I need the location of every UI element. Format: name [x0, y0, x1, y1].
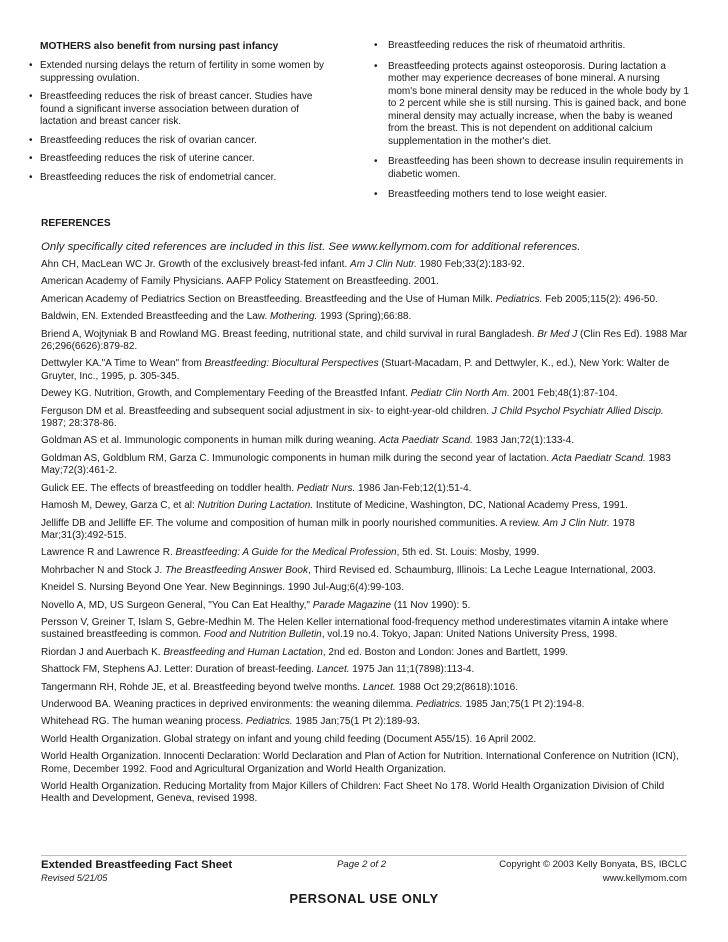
bullet-item [28, 172, 338, 185]
bullet-item [366, 61, 691, 149]
personal-use-notice: PERSONAL USE ONLY [289, 891, 439, 906]
bullet-item [28, 60, 338, 85]
bullet-text: Breastfeeding reduces the risk of uterine cancer. [40, 153, 255, 164]
bullet-icon: • [29, 171, 33, 183]
reference-item: Ahn CH, MacLean WC Jr. Growth of the exclusively breast-fed infant. Am J Clin Nutr. 1980 Feb;33(2):183-92. [41, 259, 525, 270]
references-heading: REFERENCES [41, 218, 111, 229]
footer-title: Extended Breastfeeding Fact Sheet [41, 859, 233, 871]
reference-item: Ferguson DM et al. Breastfeeding and subsequent social adjustment in six- to eight-year-old children. J Child Psychol Psychiatr Allied Discip. 1987; 28:378-86. [41, 405, 664, 430]
bullet-icon: • [29, 153, 33, 164]
reference-item: Hamosh M, Dewey, Garza C, et al: Nutrition During Lactation. Institute of Medicine, Washington, DC, National Academy Press, 1991. [41, 500, 628, 512]
copyright: Copyright © 2003 Kelly Bonyata, BS, IBCLC [499, 859, 687, 870]
bullet-item [366, 189, 691, 202]
bullet-icon: • [29, 60, 33, 71]
reference-item: American Academy of Pediatrics Section on Breastfeeding. Breastfeeding and the Use of Human Milk. Pediatrics. Feb 2005;115(2): 496-50. [41, 293, 658, 305]
bullet-text: Breastfeeding reduces the risk of ovarian cancer. [40, 134, 257, 146]
bullet-text: Extended nursing delays the return of fertility in some women by suppressing ovulation. [40, 60, 325, 84]
reference-item: Persson V, Greiner T, Islam S, Gebre-Medhin M. The Helen Keller international food-frequency method underestimates vitamin A intake where sustained breastfeeding is common. Food and Nutrition Bulletin, vol.19 no.4. Tokyo, Japan: United Nations University Press, 1998. [41, 616, 669, 641]
footer-revised: Revised 5/21/05 [41, 873, 108, 883]
website-link[interactable]: www.kellymom.com [602, 873, 687, 884]
reference-item: Shattock FM, Stephens AJ. Letter: Duration of breast-feeding. Lancet. 1975 Jan 11;1(7898):113-4. [41, 664, 475, 676]
reference-item: Goldman AS, Goldblum RM, Garza C. Immunologic components in human milk during the second year of lactation. Acta Paediatr Scand. 1983 May;72(3):461-2. [41, 452, 671, 477]
bullet-item [28, 135, 338, 148]
bullet-text: Breastfeeding mothers tend to lose weight easier. [388, 189, 608, 200]
bullet-text: Breastfeeding reduces the risk of endometrial cancer. [40, 171, 277, 183]
reference-item: Lawrence R and Lawrence R. Breastfeeding: A Guide for the Medical Profession, 5th ed. St. Louis: Mosby, 1999. [41, 547, 540, 559]
page-number: Page 2 of 2 [337, 859, 387, 870]
bullet-icon: • [29, 134, 33, 146]
bullet-item [28, 153, 338, 166]
bullet-text: Breastfeeding protects against osteoporosis. During lactation a mother may experience decreases of bone mineral. A nursing mom's bone mineral density may be reduced in the whole body by 1 to 2 percent while she is still nursing. This is gained back, and bone mineral density may actually increase, when the baby is weaned from the breast. This is not dependent on additional calcium supplementation in the mother's diet. [388, 60, 689, 147]
bullet-item [366, 40, 691, 53]
reference-item: Briend A, Wojtyniak B and Rowland MG. Breast feeding, nutritional state, and child survival in rural Bangladesh. Br Med J (Clin Res Ed). 1988 Mar 26;296(6626):879-82. [41, 328, 688, 353]
reference-item: Tangermann RH, Rohde JE, et al. Breastfeeding beyond twelve months. Lancet. 1988 Oct 29;2(8618):1016. [41, 681, 518, 693]
bullet-icon: • [374, 156, 378, 167]
bullet-text: Breastfeeding has been shown to decrease insulin requirements in diabetic women. [388, 156, 684, 180]
reference-item: Gulick EE. The effects of breastfeeding on toddler health. Pediatr Nurs. 1986 Jan-Feb;12(1):51-4. [41, 482, 472, 494]
references-note: Only specifically cited references are included in this list. See www.kellymom.com for additional references. [41, 241, 581, 253]
reference-item: World Health Organization. Reducing Mortality from Major Killers of Children: Fact Sheet No 178. World Health Organization Division of Child Health and Development, Geneva, revised 1998. [41, 781, 665, 805]
left-column [28, 40, 338, 190]
reference-item: Underwood BA. Weaning practices in deprived environments: the weaning dilemma. Pediatrics. 1985 Jan;75(1 Pt 2):194-8. [41, 698, 585, 710]
reference-item: Jelliffe DB and Jelliffe EF. The volume and composition of human milk in poorly nourished communities. A review. Am J Clin Nutr. 1978 Mar;31(3):492-515. [41, 517, 635, 541]
bullet-icon: • [374, 40, 378, 51]
bullet-icon: • [374, 189, 378, 200]
reference-item: World Health Organization. Innocenti Declaration: World Declaration and Plan of Action for Nutrition. International Conference on Nutrition (ICN), Rome, December 1992. Food and Agricultural Organization and World Health Organization. [41, 751, 679, 775]
reference-item: World Health Organization. Global strategy on infant and young child feeding (Document A55/15). 16 April 2002. [41, 733, 537, 745]
reference-item: Mohrbacher N and Stock J. The Breastfeeding Answer Book, Third Revised ed. Schaumburg, Illinois: La Leche League International, 2003. [41, 564, 656, 576]
bullet-text: Breastfeeding reduces the risk of rheumatoid arthritis. [388, 40, 626, 51]
bullet-item [366, 156, 691, 181]
section-heading: MOTHERS also benefit from nursing past infancy [40, 41, 279, 52]
bullet-icon: • [29, 91, 33, 102]
page-footer [41, 855, 687, 888]
bullet-text: Breastfeeding reduces the risk of breast cancer. Studies have found a significant inverse association between duration of lactation and breast cancer risk. [40, 91, 313, 127]
right-bullet-list [366, 40, 691, 202]
right-column [366, 40, 691, 210]
reference-list [41, 259, 691, 806]
reference-item: Whitehead RG. The human weaning process. Pediatrics. 1985 Jan;75(1 Pt 2):189-93. [41, 716, 420, 728]
reference-item: Dewey KG. Nutrition, Growth, and Complementary Feeding of the Breastfed Infant. Pediatr Clin North Am. 2001 Feb;48(1):87-104. [41, 388, 618, 400]
reference-item: American Academy of Family Physicians. AAFP Policy Statement on Breastfeeding. 2001. [41, 276, 439, 288]
reference-item: Goldman AS et al. Immunologic components in human milk during weaning. Acta Paediatr Scand. 1983 Jan;72(1):133-4. [41, 435, 575, 447]
reference-item: Baldwin, EN. Extended Breastfeeding and the Law. Mothering. 1993 (Spring);66:88. [41, 311, 412, 323]
reference-item: Kneidel S. Nursing Beyond One Year. New Beginnings. 1990 Jul-Aug;6(4):99-103. [41, 582, 405, 594]
references-section [41, 217, 691, 811]
reference-item: Dettwyler KA."A Time to Wean" from Breastfeeding: Biocultural Perspectives (Stuart-Macadam, P. and Dettwyler, K., ed.), New York: Walter de Gruyter, Inc., 1995, p. 305-345. [41, 358, 670, 382]
reference-item: Riordan J and Auerbach K. Breastfeeding and Human Lactation, 2nd ed. Boston and London: Jones and Bartlett, 1999. [41, 646, 569, 658]
bullet-icon: • [374, 60, 378, 72]
left-bullet-list [28, 60, 338, 184]
bullet-item [28, 91, 338, 129]
reference-item: Novello A, MD, US Surgeon General, "You Can Eat Healthy," Parade Magazine (11 Nov 1990): 5. [41, 599, 471, 611]
